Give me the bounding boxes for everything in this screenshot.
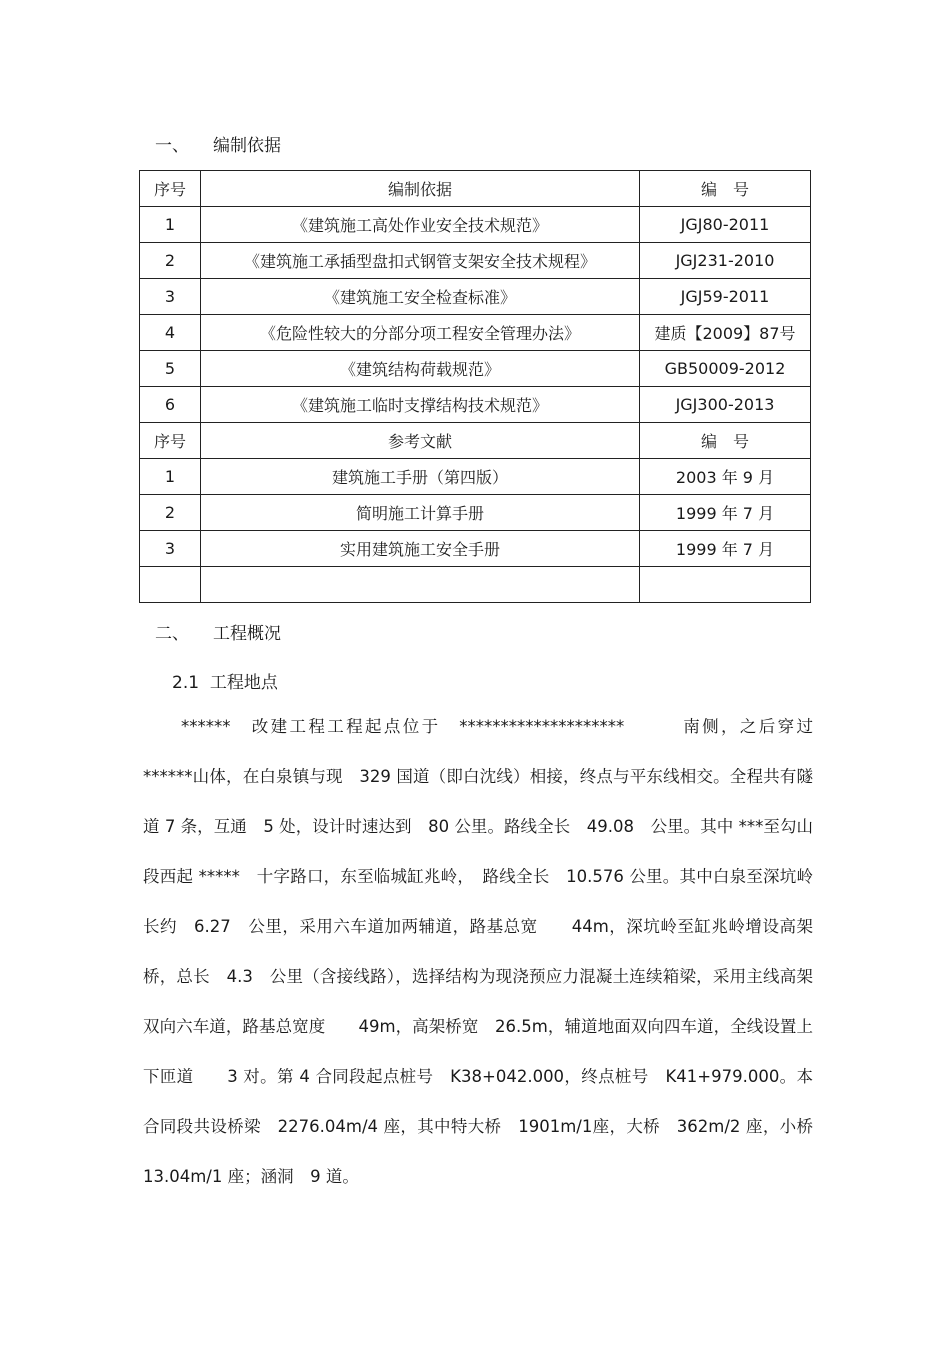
table-cell: 1999 年 7 月 bbox=[640, 531, 811, 567]
table-header-row bbox=[140, 423, 811, 459]
table-cell: 1 bbox=[140, 459, 201, 495]
table-row bbox=[140, 459, 811, 495]
table-header-cell: 编 号 bbox=[640, 171, 811, 207]
table-cell: 2 bbox=[140, 495, 201, 531]
table-row bbox=[140, 531, 811, 567]
table-row bbox=[140, 279, 811, 315]
table-row bbox=[140, 207, 811, 243]
table-cell: 《建筑施工承插型盘扣式钢管支架安全技术规程》 bbox=[201, 243, 640, 279]
table-cell: 3 bbox=[140, 279, 201, 315]
table-row bbox=[140, 243, 811, 279]
section-heading-1 bbox=[155, 131, 281, 156]
table-cell: 《建筑结构荷载规范》 bbox=[201, 351, 640, 387]
table-cell: 5 bbox=[140, 351, 201, 387]
table-cell: 2003 年 9 月 bbox=[640, 459, 811, 495]
basis-table bbox=[139, 170, 811, 603]
table-cell: 4 bbox=[140, 315, 201, 351]
table-cell: 《危险性较大的分部分项工程安全管理办法》 bbox=[201, 315, 640, 351]
table-cell bbox=[640, 567, 811, 603]
table-cell: 《建筑施工临时支撑结构技术规范》 bbox=[201, 387, 640, 423]
table-cell: 《建筑施工安全检查标准》 bbox=[201, 279, 640, 315]
table-cell: 简明施工计算手册 bbox=[201, 495, 640, 531]
table-header-cell: 参考文献 bbox=[201, 423, 640, 459]
table-header-cell: 序号 bbox=[140, 423, 201, 459]
section-number: 二、 bbox=[155, 624, 189, 644]
table-header-cell: 编 号 bbox=[640, 423, 811, 459]
table-header-row bbox=[140, 171, 811, 207]
table-cell: 建质【2009】87号 bbox=[640, 315, 811, 351]
table-cell: JGJ59-2011 bbox=[640, 279, 811, 315]
section-heading-2 bbox=[155, 619, 281, 644]
table-cell: 1999 年 7 月 bbox=[640, 495, 811, 531]
table-cell: GB50009-2012 bbox=[640, 351, 811, 387]
section-number: 一、 bbox=[155, 136, 189, 156]
table-cell: JGJ300-2013 bbox=[640, 387, 811, 423]
table-row bbox=[140, 315, 811, 351]
table-cell: JGJ80-2011 bbox=[640, 207, 811, 243]
table-cell: JGJ231-2010 bbox=[640, 243, 811, 279]
table-row bbox=[140, 495, 811, 531]
subsection-number: 2.1 bbox=[172, 673, 200, 693]
subsection-title: 工程地点 bbox=[209, 673, 278, 693]
section-title: 编制依据 bbox=[213, 136, 281, 156]
table-header-cell: 序号 bbox=[140, 171, 201, 207]
table-cell: 《建筑施工高处作业安全技术规范》 bbox=[201, 207, 640, 243]
table-cell: 建筑施工手册（第四版） bbox=[201, 459, 640, 495]
table-row bbox=[140, 567, 811, 603]
table-header-cell: 编制依据 bbox=[201, 171, 640, 207]
table-cell: 1 bbox=[140, 207, 201, 243]
table-cell bbox=[140, 567, 201, 603]
subsection-heading-2-1 bbox=[172, 668, 278, 693]
table-row bbox=[140, 351, 811, 387]
section-title: 工程概况 bbox=[213, 624, 281, 644]
table-cell bbox=[201, 567, 640, 603]
project-location-paragraph: ****** 改建工程工程起点位于 ******************** 南侧，之后穿过 ******山体，在白泉镇与现 329 国道（即白沈线）相接，终点与平东线相交。全程共有隧道 7 条，互通 5 处，设计时速达到 80 公里。路线全长 49.08 公里。其中 ***至勾山段西起 ***** 十字路口，东至临城缸兆岭， 路线全长 10.576 公里。其中白泉至深坑岭长约 6.27 公里，采用六车道加两辅道，路基总宽 44m，深坑岭至缸兆岭增设高架桥，总长 4.3 公里（含接线路），选择结构为现浇预应力混凝土连续箱梁，采用主线高架双向六车道，路基总宽度 49m，高架桥宽 26.5m，辅道地面双向四车道，全线设置上下匝道 3 对。第 4 合同段起点桩号 K38+042.000，终点桩号 K41+979.000。本合同段共设桥梁 2276.04m/4 座，其中特大桥 1901m/1座，大桥 362m/2 座，小桥 13.04m/1 座；涵洞 9 道。 bbox=[143, 717, 830, 1186]
table-cell: 6 bbox=[140, 387, 201, 423]
table-cell: 实用建筑施工安全手册 bbox=[201, 531, 640, 567]
table-cell: 2 bbox=[140, 243, 201, 279]
table-cell: 3 bbox=[140, 531, 201, 567]
table-row bbox=[140, 387, 811, 423]
